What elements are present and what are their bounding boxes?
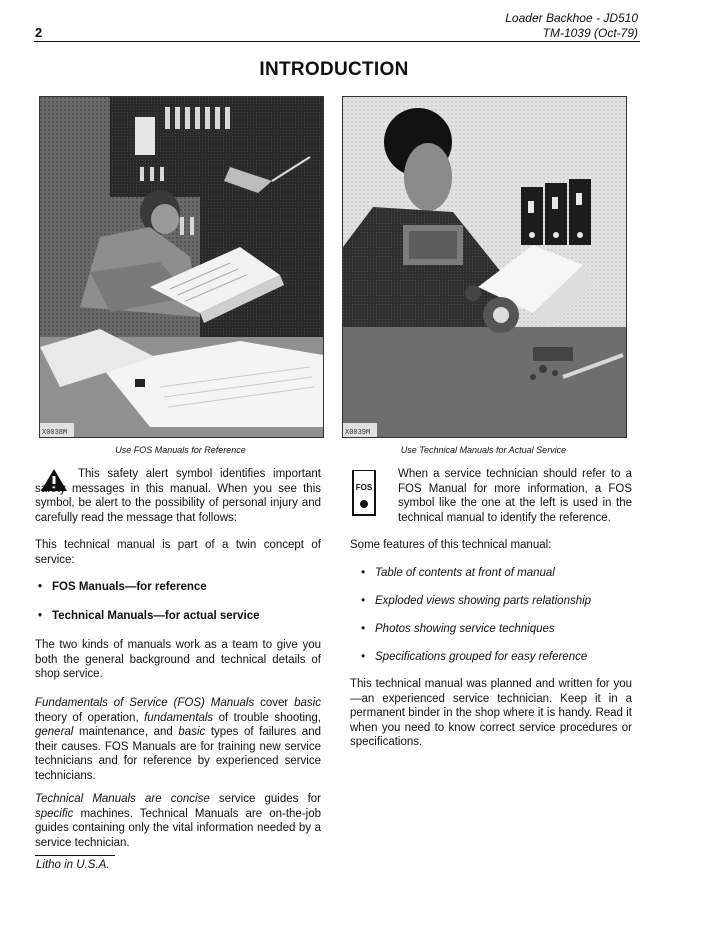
- bullet-tm-label: Technical Manuals—for actual service: [52, 610, 260, 622]
- feature-item: [361, 566, 631, 580]
- photo-code-left: X0038M: [42, 429, 68, 437]
- twin-concept-paragraph: This technical manual is part of a twin concept of service:: [35, 539, 321, 566]
- bullet-dot: •: [361, 623, 366, 635]
- right-photo-caption: Use Technical Manuals for Actual Service: [400, 445, 567, 455]
- photo-code-right: X0039M: [345, 429, 371, 437]
- technician-servicing-image: [343, 97, 626, 437]
- fos-basic-term: basic: [294, 697, 321, 709]
- fos-fundamentals-term: fundamentals: [144, 711, 214, 724]
- bullet-dot: •: [361, 567, 366, 579]
- tm-text-1: service guides for: [209, 793, 321, 805]
- tm-text-2: machines. Technical Manuals are on-the-job guides containing only the vital information needed by a service technician.: [35, 807, 321, 849]
- features-intro: Some features of this technical manual:: [350, 539, 552, 551]
- feature-label: Table of contents at front of manual: [375, 567, 555, 579]
- fos-general-term: general: [35, 726, 74, 738]
- footer-rule: [35, 855, 115, 856]
- feature-label: Specifications grouped for easy reference: [375, 651, 588, 663]
- feature-label: Exploded views showing parts relationship: [375, 595, 592, 607]
- fos-symbol-icon: [352, 470, 376, 516]
- page-title: INTRODUCTION: [259, 59, 409, 80]
- document-code: TM-1039 (Oct-79): [542, 26, 638, 40]
- fos-text-5: types of failures and their causes. FOS Manuals are for training new service technicians and for reference by experienced service technicians.: [35, 726, 321, 782]
- safety-alert-paragraph: This safety alert symbol identifies important safety messages in this manual. When you see this symbol, be alert to the possibility of personal injury and carefully read the message that follows:: [35, 468, 321, 524]
- bullet-dot: •: [38, 610, 43, 622]
- tm-specific-term: specific: [35, 807, 74, 820]
- team-paragraph: The two kinds of manuals work as a team to give you both the general background and technical details of shop service.: [35, 639, 321, 680]
- fos-basic-term-2: basic: [178, 726, 206, 738]
- left-photo-caption: Use FOS Manuals for Reference: [115, 445, 246, 455]
- bullet-technical-manuals: [38, 609, 324, 623]
- bullet-dot: •: [361, 595, 366, 607]
- header-rule: [34, 41, 640, 42]
- feature-item: [361, 594, 631, 608]
- fos-text-3: of trouble shooting,: [213, 711, 321, 724]
- feature-label: Photos showing service techniques: [375, 623, 555, 635]
- bullet-fos-label: FOS Manuals—for reference: [52, 581, 207, 593]
- photo-technical-manuals: [342, 96, 627, 438]
- closing-paragraph: This technical manual was planned and written for you—an experienced service technician. Keep it in a permanent binder in the shop where it is handy. Read it when you need to know correct service procedures or specifications.: [350, 678, 632, 748]
- feature-item: [361, 650, 631, 664]
- fos-symbol-paragraph: When a service technician should refer to a FOS Manual for more information, a FOS symbol like the one at the left is used in the technical manual to identify the reference.: [398, 468, 632, 524]
- fos-term: Fundamentals of Service (FOS) Manuals: [35, 697, 255, 709]
- document-title: Loader Backhoe - JD510: [505, 11, 638, 25]
- tm-term: Technical Manuals are concise: [35, 793, 210, 805]
- fos-symbol-dot: [360, 500, 368, 508]
- fos-text-2: theory of operation,: [35, 711, 145, 724]
- bullet-dot: •: [38, 581, 43, 593]
- fos-symbol-label: FOS: [355, 483, 373, 492]
- litho-note: Litho in U.S.A.: [36, 859, 110, 871]
- technical-manuals-paragraph: [35, 792, 321, 850]
- feature-item: [361, 622, 631, 636]
- bullet-fos-manuals: [38, 580, 324, 594]
- fos-paragraph: [35, 696, 321, 783]
- fos-text-1: cover: [254, 697, 295, 709]
- bullet-dot: •: [361, 651, 366, 663]
- technician-reading-image: [40, 97, 323, 437]
- photo-fos-manuals: [39, 96, 324, 438]
- fos-text-4: maintenance, and: [73, 726, 179, 738]
- page-number: 2: [35, 25, 43, 40]
